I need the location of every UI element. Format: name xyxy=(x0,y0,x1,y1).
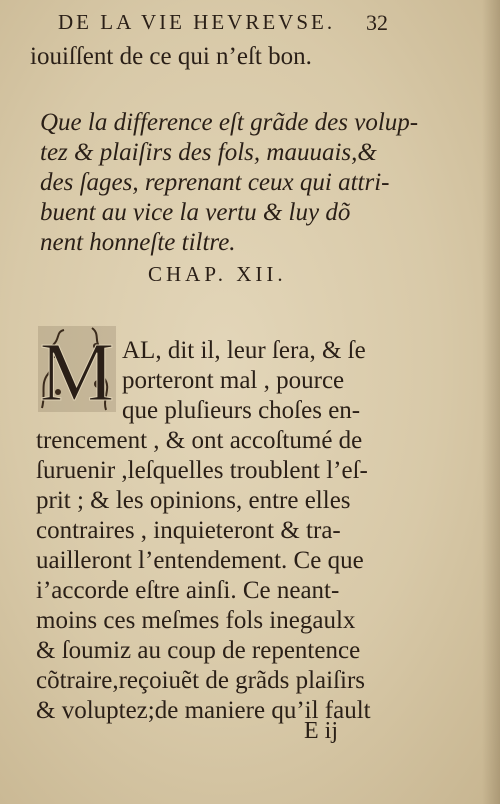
drop-cap-initial xyxy=(36,324,118,414)
opening-line: iouiſſent de ce qui n’eſt bon. xyxy=(30,43,312,70)
body-line: & voluptez;de maniere qu’il fault xyxy=(36,697,371,724)
summary-line: buent au vice la vertu & luy dõ xyxy=(40,199,351,226)
body-line: cõtraire,reçoiuẽt de grãds plaiſirs xyxy=(36,667,366,694)
chapter-heading: CHAP. XII. xyxy=(148,262,287,286)
body-line: trencement , & ont accoſtumé de xyxy=(36,427,363,454)
summary-line: nent honneſte tiltre. xyxy=(40,229,236,256)
body-line: i’accorde eſtre ainſi. Ce neant- xyxy=(36,577,340,604)
body-line: & ſoumiz au coup de repentence xyxy=(36,637,361,664)
summary-line: tez & plaiſirs des fols, mauuais,& xyxy=(40,139,377,166)
page-number: 32 xyxy=(366,10,388,35)
summary-line: des ſages, reprenant ceux qui attri- xyxy=(40,169,390,196)
page-edge-shadow xyxy=(482,0,500,804)
body-line: AL, dit il, leur ſera, & ſe xyxy=(122,337,366,364)
ornamental-initial-icon xyxy=(36,324,118,414)
catchword-signature: E ij xyxy=(304,718,338,744)
running-title: DE LA VIE HEVREVSE. xyxy=(58,10,336,34)
body-line: que pluſieurs choſes en- xyxy=(122,397,361,424)
body-line: moins ces meſmes fols inegaulx xyxy=(36,607,356,634)
body-line: uailleront l’entendement. Ce que xyxy=(36,547,364,574)
body-line: contraires , inquieteront & tra- xyxy=(36,517,341,544)
body-line: prit ; & les opinions, entre elles xyxy=(36,487,351,514)
drop-cap-letter: M xyxy=(39,326,115,414)
summary-line: Que la difference eſt grãde des volup- xyxy=(40,109,419,136)
body-line: ſuruenir ,leſquelles troublent l’eſ- xyxy=(36,457,368,484)
page-header xyxy=(58,10,398,38)
body-line: porteront mal , pource xyxy=(122,367,345,394)
